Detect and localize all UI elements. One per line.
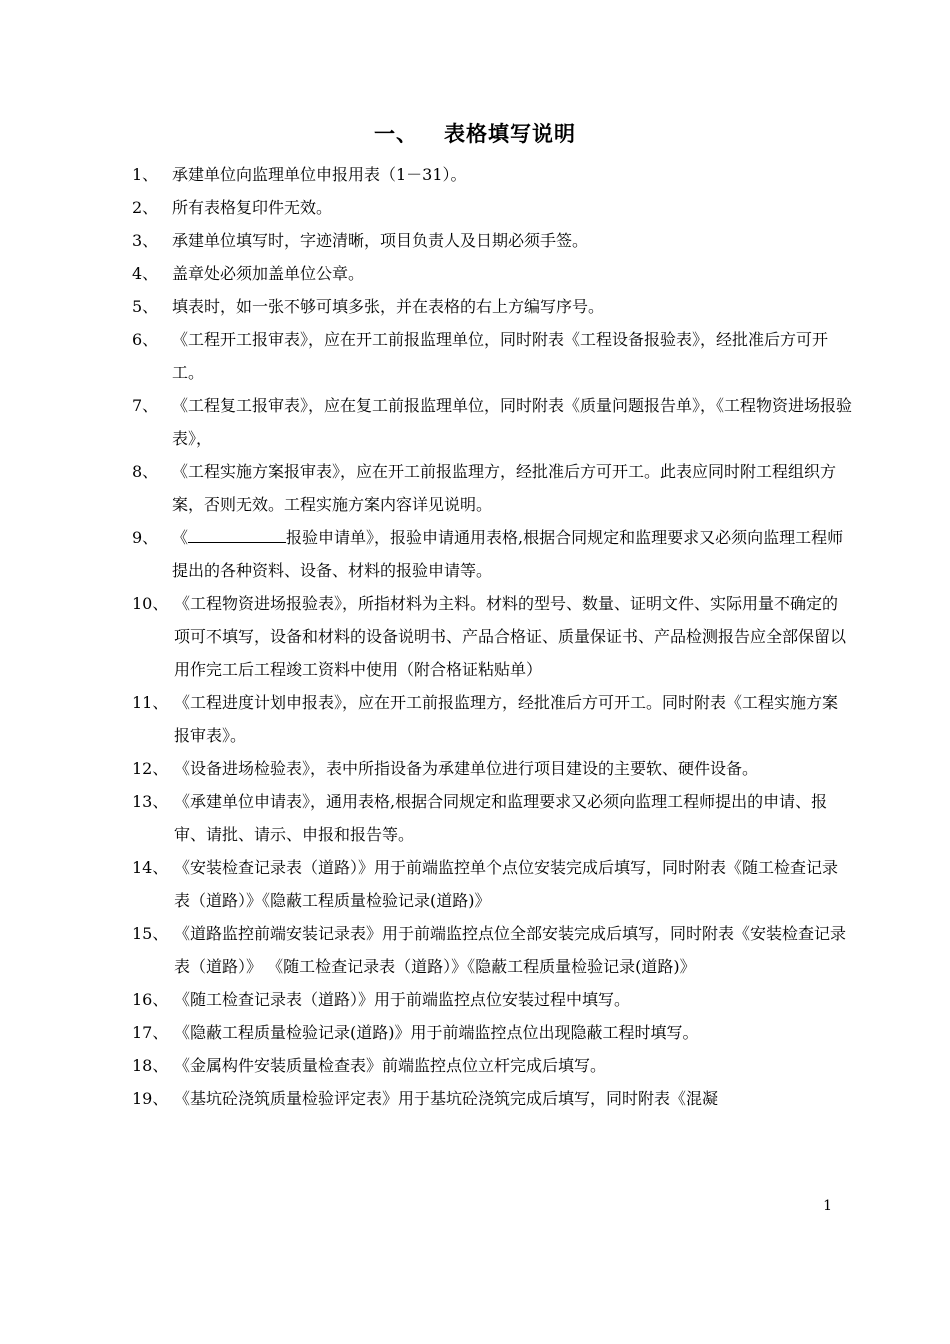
list-item [132,1082,852,1115]
item-text: 《工程开工报审表》，应在开工前报监理单位，同时附表《工程设备报验表》，经批准后方可开工。 [172,330,829,382]
item-text: 《工程实施方案报审表》，应在开工前报监理方，经批准后方可开工。此表应同时附工程组织方案，否则无效。工程实施方案内容详见说明。 [172,462,837,514]
list-item [132,158,852,191]
item-text: 填表时，如一张不够可填多张，并在表格的右上方编写序号。 [172,297,605,316]
item-number: 1、 [132,165,159,184]
list-item [132,257,852,290]
item-number: 11、 [132,693,169,712]
item-number: 19、 [132,1089,169,1108]
item-number: 10、 [132,594,169,613]
list-item [132,290,852,323]
item-text: 承建单位向监理单位申报用表（1－31）。 [172,165,467,184]
page-number: 1 [823,1198,832,1214]
item-number: 9、 [132,528,159,547]
item-text: 《工程进度计划申报表》，应在开工前报监理方，经批准后方可开工。同时附表《工程实施方案报审表》。 [174,693,839,745]
list-item [132,752,852,785]
list-item [132,224,852,257]
item-text: 《工程复工报审表》，应在复工前报监理单位，同时附表《质量问题报告单》，《工程物资进场报验表》， [172,396,853,448]
item-number: 16、 [132,990,169,1009]
item-number: 14、 [132,858,169,877]
item-text: 《承建单位申请表》，通用表格,根据合同规定和监理要求又必须向监理工程师提出的申请、报审、请批、请示、申报和报告等。 [174,792,828,844]
item-text: 所有表格复印件无效。 [172,198,333,217]
list-item [132,917,852,983]
list-item [132,323,852,389]
item-text: 《金属构件安装质量检查表》前端监控点位立杆完成后填写。 [174,1056,607,1075]
item-text: 《工程物资进场报验表》，所指材料为主料。材料的型号、数量、证明文件、实际用量不确定的项可不填写，设备和材料的设备说明书、产品合格证、质量保证书、产品检测报告应全部保留以用作完工后工程竣工资料中使用（附合格证粘贴单） [174,594,847,679]
item-number: 7、 [132,396,159,415]
item-number: 3、 [132,231,159,250]
item-number: 4、 [132,264,159,283]
list-item [132,521,852,587]
item-text: 盖章处必须加盖单位公章。 [172,264,365,283]
item-text: 《安装检查记录表（道路）》用于前端监控单个点位安装完成后填写，同时附表《随工检查记录表（道路）》《隐蔽工程质量检验记录(道路)》 [174,858,839,910]
title-text: 表格填写说明 [444,122,576,146]
list-item [132,1016,852,1049]
list-item [132,191,852,224]
item-text: 《随工检查记录表（道路）》用于前端监控点位安装过程中填写。 [174,990,631,1009]
item-number: 8、 [132,462,159,481]
item-number: 5、 [132,297,159,316]
list-item [132,389,852,455]
list-item [132,1049,852,1082]
list-item [132,851,852,917]
item-number: 6、 [132,330,159,349]
item-number: 12、 [132,759,169,778]
item-text [172,521,852,587]
instruction-list [132,158,852,1115]
item-text: 《隐蔽工程质量检验记录(道路)》用于前端监控点位出现隐蔽工程时填写。 [174,1023,699,1042]
fill-in-blank [188,524,286,543]
item-number: 15、 [132,924,169,943]
item-number: 17、 [132,1023,169,1042]
item-number: 13、 [132,792,169,811]
item-text-before: 《 [172,528,189,547]
list-item [132,455,852,521]
list-item [132,686,852,752]
page-title [0,118,950,148]
item-text: 承建单位填写时，字迹清晰，项目负责人及日期必须手签。 [172,231,589,250]
list-item [132,785,852,851]
item-text: 《设备进场检验表》，表中所指设备为承建单位进行项目建设的主要软、硬件设备。 [174,759,759,778]
title-number: 一、 [374,122,418,146]
item-text: 《基坑砼浇筑质量检验评定表》用于基坑砼浇筑完成后填写，同时附表《混凝 [174,1089,719,1108]
item-text: 《道路监控前端安装记录表》用于前端监控点位全部安装完成后填写，同时附表《安装检查记录表（道路）》 《随工检查记录表（道路）》《隐蔽工程质量检验记录(道路)》 [174,924,847,976]
item-number: 2、 [132,198,159,217]
item-text-after: 报验申请单》，报验申请通用表格,根据合同规定和监理要求又必须向监理工程师提出的各种资料、设备、材料的报验申请等。 [172,528,844,580]
list-item [132,587,852,686]
list-item [132,983,852,1016]
item-number: 18、 [132,1056,169,1075]
